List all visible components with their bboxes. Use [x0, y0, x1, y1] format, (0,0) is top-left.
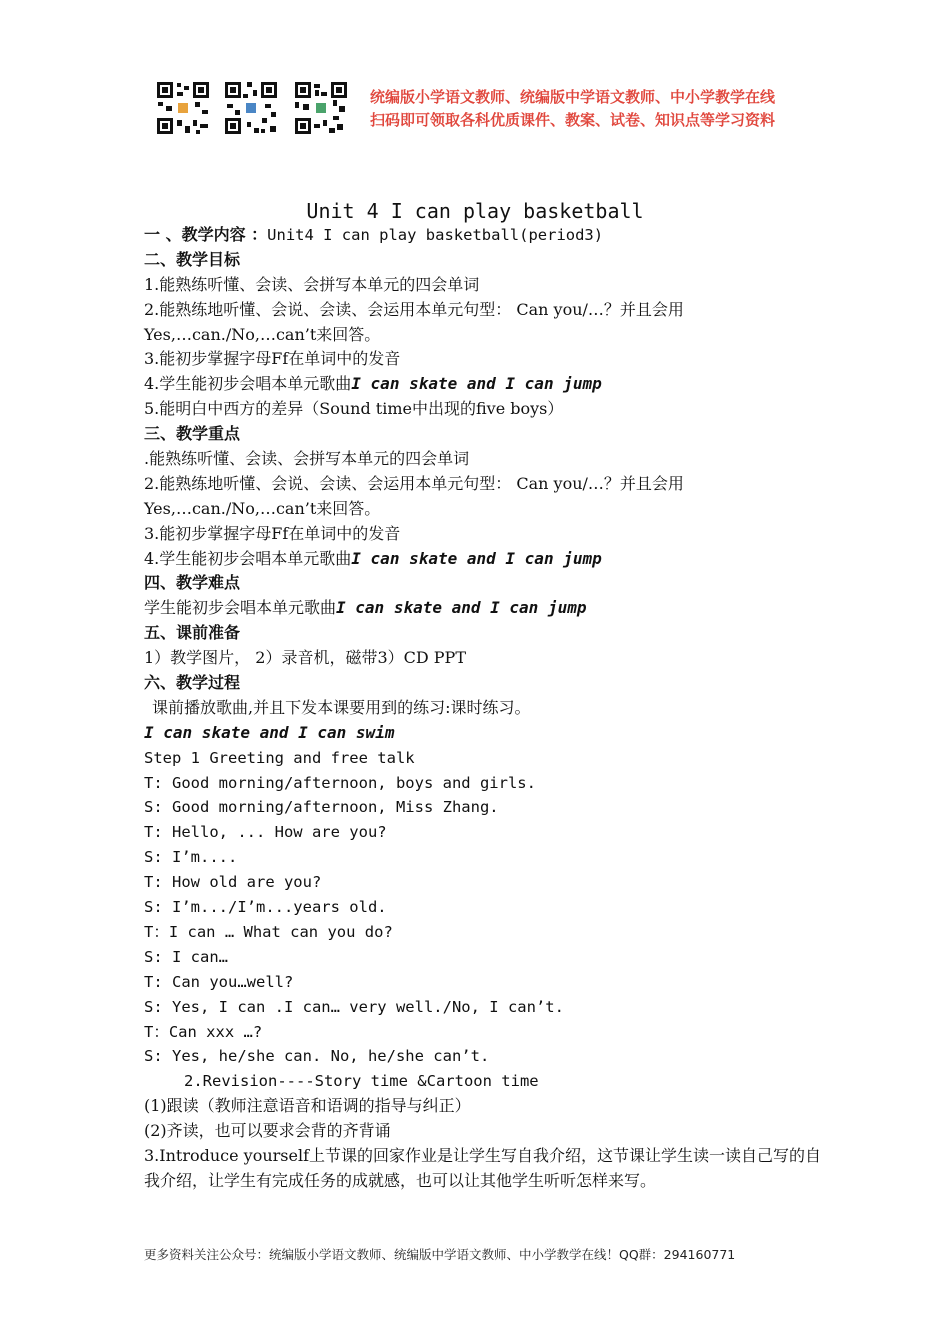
revision-line: (2)齐读，也可以要求会背的齐背诵 [144, 1121, 391, 1141]
focus-line [144, 547, 824, 572]
promo-line-2: 扫码即可领取各科优质课件、教案、试卷、知识点等学习资料 [370, 111, 776, 129]
dialogue-line: S: Yes, he/she can. No, he/she can’t. [144, 1047, 490, 1066]
dialogue-line: S: Yes, I can .I can… very well./No, I can’t. [144, 997, 564, 1016]
goal-line: 3.能初步掌握字母Ff在单词中的发音 [144, 349, 401, 369]
dialogue-line: T: How old are you? [144, 873, 322, 892]
dialogue-line: T：I can … What can you do? [144, 922, 393, 941]
focus-text: 4.学生能初步会唱本单元歌曲 [144, 548, 352, 568]
page-title: Unit 4 I can play basketball [306, 199, 644, 223]
song-title: I can skate and I can jump [351, 374, 602, 394]
qr-code-icon[interactable] [293, 80, 349, 136]
focus-line: Yes,…can./No,…can’t来回答。 [144, 498, 381, 518]
goal-line: 1.能熟练听懂、会读、会拼写本单元的四会单词 [144, 274, 480, 294]
dialogue-line: S: I can… [144, 947, 228, 966]
section-1 [144, 223, 824, 248]
dialogue-line: T：Can xxx …? [144, 1022, 263, 1041]
goal-line: 5.能明白中西方的差异（Sound time中出现的five boys） [144, 399, 564, 419]
revision-heading: 2.Revision----Story time &Cartoon time [184, 1072, 539, 1091]
promo-line-1: 统编版小学语文教师、统编版中学语文教师、中小学教学在线 [370, 88, 776, 106]
section-4-heading: 四、教学难点 [144, 573, 241, 593]
focus-line: 2.能熟练地听懂、会说、会读、会运用本单元句型： Can you/…？并且会用 [144, 473, 684, 493]
difficulty-line [144, 596, 824, 621]
goal-text: 4.学生能初步会唱本单元歌曲 [144, 374, 352, 394]
section-6-heading: 六、教学过程 [144, 673, 241, 693]
focus-line: 3.能初步掌握字母Ff在单词中的发音 [144, 523, 401, 543]
section-1-text: Unit4 I can play basketball(period3) [267, 226, 604, 244]
section-2-heading: 二、教学目标 [144, 249, 241, 269]
song-title: I can skate and I can swim [144, 722, 395, 742]
focus-line: .能熟练听懂、会读、会拼写本单元的四会单词 [144, 449, 470, 469]
dialogue-line: S: I’m.../I’m...years old. [144, 898, 387, 917]
process-intro: 课前播放歌曲,并且下发本课要用到的练习:课时练习。 [152, 697, 531, 717]
difficulty-text: 学生能初步会唱本单元歌曲 [144, 598, 337, 618]
promo-text [370, 86, 830, 132]
qr-code-icon[interactable] [155, 80, 211, 136]
section-1-heading: 一 、教学内容 ： [144, 225, 268, 244]
revision-line: (1)跟读（教师注意语音和语调的指导与纠正） [144, 1096, 471, 1116]
prep-line: 1）教学图片， 2）录音机，磁带3）CD PPT [144, 648, 466, 668]
goal-line: Yes,…can./No,…can’t来回答。 [144, 324, 381, 344]
song-title: I can skate and I can jump [351, 548, 602, 568]
goal-line [144, 372, 824, 397]
qr-code-icon[interactable] [223, 80, 279, 136]
dialogue-line: T: Can you…well? [144, 972, 294, 991]
dialogue-line: S: I’m.... [144, 848, 238, 867]
step-1-heading: Step 1 Greeting and free talk [144, 748, 415, 767]
song-title: I can skate and I can jump [336, 598, 587, 618]
dialogue-line: S: Good morning/afternoon, Miss Zhang. [144, 798, 499, 817]
dialogue-line: T: Hello, ... How are you? [144, 823, 387, 842]
introduce-paragraph: 3.Introduce yourself上节课的回家作业是让学生写自我介绍，这节课让学生读一读自己写的自我介绍，让学生有完成任务的成就感，也可以让其他学生听听怎样来写。 [144, 1145, 822, 1190]
document-body [144, 223, 824, 1194]
page-footer: 更多资料关注公众号：统编版小学语文教师、统编版中学语文教师、中小学教学在线！QQ群：294160771 [144, 1247, 736, 1262]
goal-line: 2.能熟练地听懂、会说、会读、会运用本单元句型： Can you/…？并且会用 [144, 299, 684, 319]
dialogue-line: T: Good morning/afternoon, boys and girls. [144, 773, 536, 792]
section-3-heading: 三、教学重点 [144, 424, 241, 444]
section-5-heading: 五、课前准备 [144, 623, 241, 643]
